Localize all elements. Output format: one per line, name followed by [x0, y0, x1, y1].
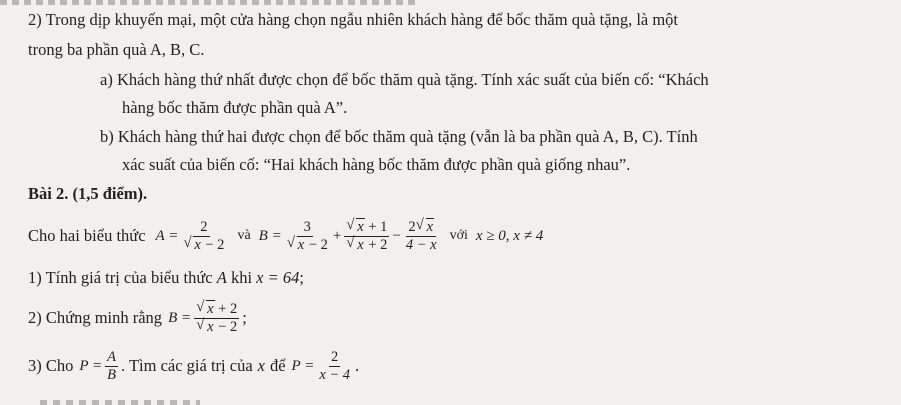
expression-P: P = $\frac{A}{B}$: [79, 348, 116, 383]
problem-2-line-2: trong ba phần quà A, B, C.: [28, 40, 205, 59]
part-b-line-1: b) Khách hàng thứ hai được chọn để bốc thăm quà tặng (vẫn là ba phần quà A, B, C). Tính: [100, 127, 698, 146]
with-text: với: [449, 228, 468, 243]
expression-B: B = 3 √ x − 2 + √ x + 1 √ x + 2 − $\frac{2√ x}{4 - x}$: [259, 219, 442, 254]
cropped-text-top: [0, 0, 420, 5]
fraction-B-term1: 3 √ x − 2: [285, 219, 330, 254]
expressions-line: [28, 218, 543, 254]
intro-text: Cho hai biểu thức: [28, 226, 146, 245]
fraction-A: 2 √ x − 2: [181, 219, 226, 254]
part-a-line-1: a) Khách hàng thứ nhất được chọn để bốc thăm quà tặng. Tính xác suất của biến cố: “Khách: [100, 70, 709, 89]
cropped-text-bottom: [40, 400, 200, 405]
part-b-line-2: xác suất của biến cố: “Hai khách hàng bốc thăm được phần quà giống nhau”.: [122, 155, 631, 174]
expression-P-target: P = $\frac{2}{x - 4}$: [291, 348, 351, 383]
bai-2-heading: Bài 2. (1,5 điểm).: [28, 184, 148, 203]
domain-conditions: x ≥ 0, x ≠ 4: [475, 228, 544, 244]
question-1: 1) Tính giá trị của biểu thức A khi x = 64;: [28, 268, 304, 287]
fraction-B-term2: √ x + 1 √ x + 2: [344, 219, 389, 254]
problem-2-line-1: 2) Trong dịp khuyến mại, một cửa hàng chọn ngẫu nhiên khách hàng để bốc thăm quà tặng, là một: [28, 10, 679, 29]
expression-B-simplified: B = √ x + 2 √ x − 2: [168, 301, 242, 336]
fraction-B-term3: $\frac{2√ x}{4 - x}$: [404, 219, 439, 254]
expression-A: A = 2 √ x − 2: [156, 219, 230, 254]
question-3: 3) Cho P = $\frac{A}{B}$ . Tìm các giá trị của x để P = $\frac{2}{x - 4}$ .: [28, 348, 360, 383]
question-2: 2) Chứng minh rằng B = √ x + 2 √ x − 2 ;: [28, 298, 247, 338]
part-a-line-2: hàng bốc thăm được phần quà A”.: [122, 98, 348, 117]
and-text: và: [237, 228, 251, 243]
